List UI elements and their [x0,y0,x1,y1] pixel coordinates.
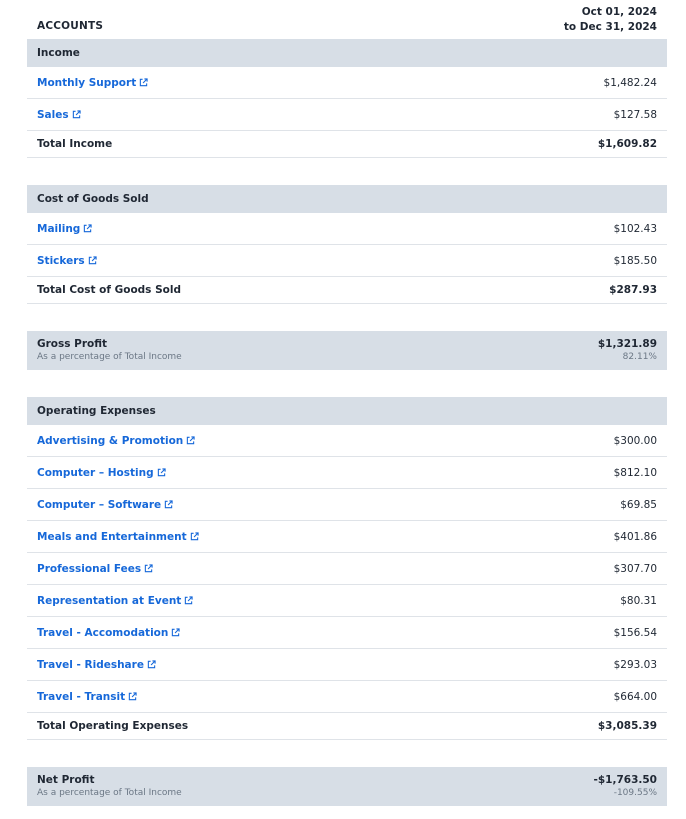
account-link[interactable]: Travel - Transit [37,691,137,703]
total-label: Total Operating Expenses [37,720,189,732]
total-amount: $287.93 [609,284,657,296]
external-link-icon [139,78,148,87]
external-link-icon [83,224,92,233]
operating-expense-row [27,457,667,489]
gross-profit-label: Gross Profit [37,338,108,350]
external-link-icon [88,256,97,265]
account-link[interactable]: Advertising & Promotion [37,435,195,447]
operating-expense-row [27,425,667,457]
external-link-icon [171,628,180,637]
income-row [27,99,667,131]
amount: $127.58 [613,108,657,121]
account-link-mailing[interactable]: Mailing [37,223,92,235]
operating-expense-row [27,553,667,585]
profit-loss-report [27,0,667,806]
accounts-column-header: ACCOUNTS [37,20,104,32]
external-link-icon [184,596,193,605]
gross-profit-amount: $1,321.89 [597,338,657,350]
external-link-icon [72,110,81,119]
account-link[interactable]: Meals and Entertainment [37,531,199,543]
operating-expense-row [27,649,667,681]
amount: $293.03 [613,658,657,671]
date-to: to Dec 31, 2024 [563,21,657,33]
net-profit-summary [27,767,667,806]
amount: $401.86 [613,530,657,543]
gross-profit-summary [27,331,667,370]
account-link[interactable]: Computer – Hosting [37,467,166,479]
total-income-row [27,131,667,158]
operating-expense-row [27,521,667,553]
total-amount: $1,609.82 [597,138,657,150]
account-link[interactable]: Computer – Software [37,499,173,511]
amount: $156.54 [613,626,657,639]
gross-profit-subtext: As a percentage of Total Income [37,352,182,362]
net-profit-label: Net Profit [37,774,95,786]
external-link-icon [147,660,156,669]
account-link-stickers[interactable]: Stickers [37,255,97,267]
amount: $300.00 [613,434,657,447]
account-link[interactable]: Travel - Accomodation [37,627,180,639]
income-row [27,67,667,99]
amount: $69.85 [620,498,657,511]
account-link-sales[interactable]: Sales [37,109,81,121]
total-operating-expenses-row [27,713,667,740]
account-link-monthly-support[interactable]: Monthly Support [37,77,148,89]
date-from: Oct 01, 2024 [581,6,657,18]
external-link-icon [128,692,137,701]
report-header [27,0,667,39]
account-link[interactable]: Travel - Rideshare [37,659,156,671]
total-label: Total Income [37,138,113,150]
amount: $1,482.24 [603,76,657,89]
external-link-icon [186,436,195,445]
total-cogs-row [27,277,667,304]
amount: $80.31 [620,594,657,607]
external-link-icon [164,500,173,509]
net-profit-amount: -$1,763.50 [593,774,657,786]
amount: $102.43 [613,222,657,235]
operating-expenses-section-header: Operating Expenses [27,397,667,425]
external-link-icon [190,532,199,541]
date-range-header [564,5,657,35]
operating-expense-row [27,681,667,713]
cogs-row [27,245,667,277]
cogs-row [27,213,667,245]
total-amount: $3,085.39 [597,720,657,732]
gross-profit-percent: 82.11% [622,352,657,362]
amount: $185.50 [613,254,657,267]
account-link[interactable]: Professional Fees [37,563,153,575]
amount: $307.70 [613,562,657,575]
net-profit-percent: -109.55% [613,788,657,798]
amount: $664.00 [613,690,657,703]
account-link[interactable]: Representation at Event [37,595,193,607]
operating-expense-row [27,489,667,521]
operating-expense-row [27,617,667,649]
cogs-section-header: Cost of Goods Sold [27,185,667,213]
operating-expense-row [27,585,667,617]
external-link-icon [144,564,153,573]
total-label: Total Cost of Goods Sold [37,284,181,296]
amount: $812.10 [613,466,657,479]
income-section-header: Income [27,39,667,67]
net-profit-subtext: As a percentage of Total Income [37,788,182,798]
external-link-icon [157,468,166,477]
